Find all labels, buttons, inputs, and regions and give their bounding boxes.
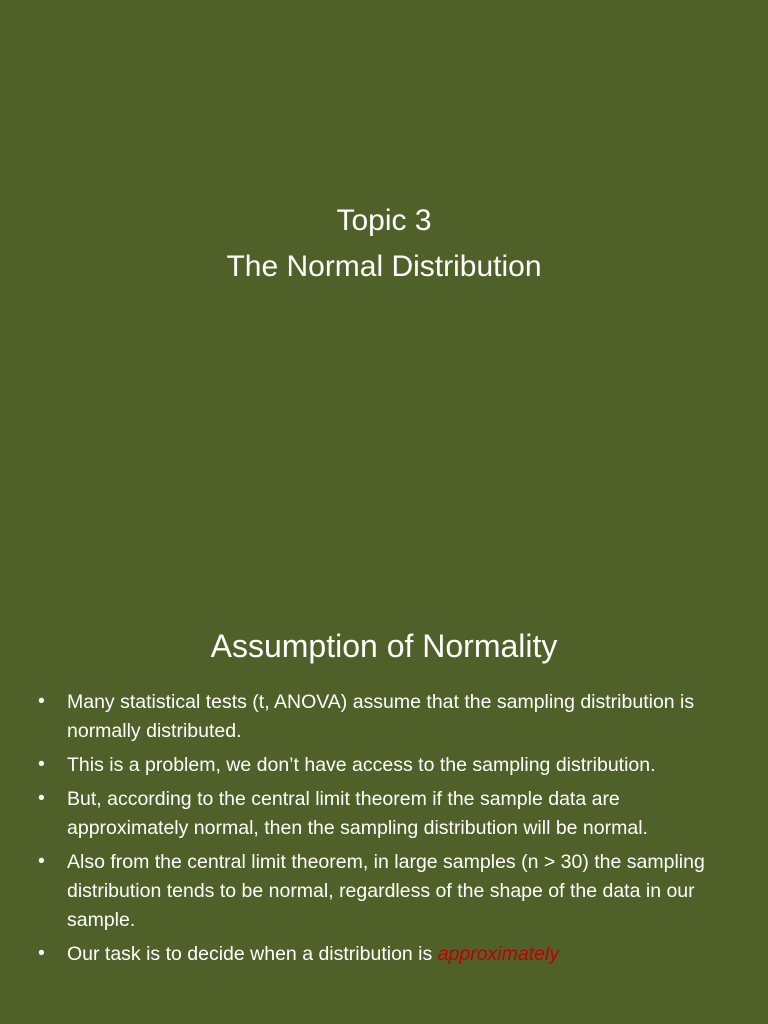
bullet-text-prefix: Our task is to decide when a distribution is [67, 943, 438, 965]
slide-title [0, 198, 768, 290]
bullet-item [38, 751, 738, 780]
bullet-icon: • [38, 753, 45, 775]
bullet-text: Also from the central limit theorem, in large samples (n > 30) the sampling distribution tends to be normal, regardless of the shape of the data in our sample. [67, 851, 705, 931]
slide-heading: Assumption of Normality [210, 628, 558, 664]
bullet-item [38, 848, 738, 935]
highlighted-term: approximately [437, 943, 560, 965]
title-topic: Topic 3 [336, 204, 432, 237]
title-subject: The Normal Distribution [226, 250, 542, 283]
bullet-text: Many statistical tests (t, ANOVA) assume that the sampling distribution is normally distributed. [67, 691, 695, 742]
bullet-text: But, according to the central limit theorem if the sample data are approximately normal, then the sampling distribution will be normal. [67, 788, 648, 839]
content-slide [0, 576, 768, 1024]
bullet-icon: • [38, 787, 45, 809]
bullet-text: This is a problem, we don’t have access to the sampling distribution. [67, 754, 656, 776]
bullet-item [38, 940, 738, 969]
bullet-item [38, 688, 738, 746]
bullet-icon: • [38, 850, 45, 872]
bullet-icon: • [38, 942, 45, 964]
bullet-icon: • [38, 690, 45, 712]
bullet-list [38, 688, 738, 974]
bullet-item [38, 785, 738, 843]
